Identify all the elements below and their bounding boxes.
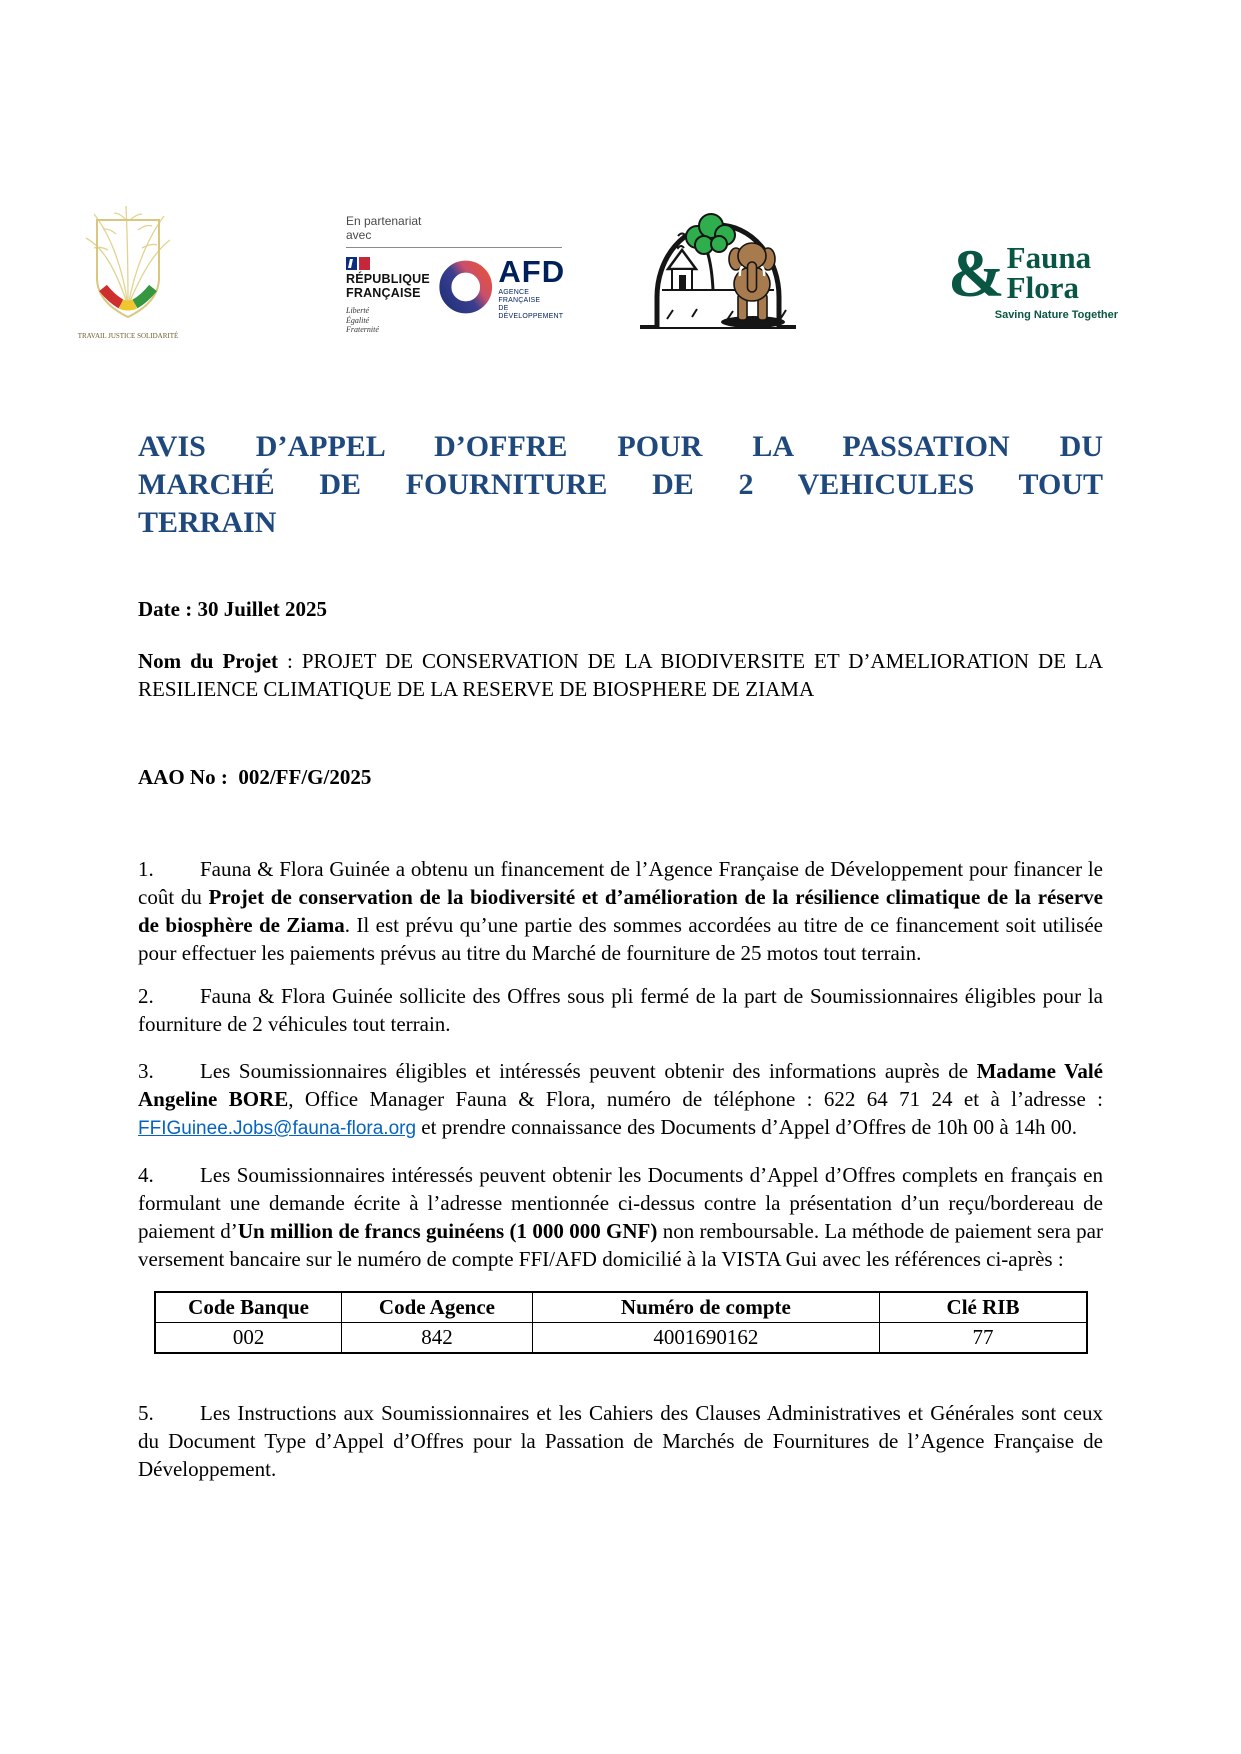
date-line: Date : 30 Juillet 2025 bbox=[138, 597, 327, 621]
paragraph-1-text bbox=[138, 857, 1103, 965]
text-segment: Les Instructions aux Soumissionnaires et les Cahiers des Clauses Administratives et Générales sont ceux du Document Type d’Appel d’Offres pour la Passation de Marchés de Fournitures de l’Agence Française de Développement. bbox=[138, 1401, 1103, 1481]
paragraph-5 bbox=[138, 1399, 1103, 1483]
paragraph-1 bbox=[138, 855, 1103, 967]
text-segment: , Office Manager Fauna & Flora, numéro de téléphone : 622 64 71 24 et à l’adresse : bbox=[288, 1087, 1103, 1111]
text-segment: . Il est prévu qu’une partie des sommes accordées au titre de ce financement soit utilisée pour effectuer les paiements prévus au titre du Marché de fourniture de 25 motos tout terrain. bbox=[138, 913, 1103, 965]
fauna-flora-ampersand: & bbox=[948, 235, 1005, 311]
project-label: Nom du Projet bbox=[138, 649, 279, 673]
partnership-intro-line2: avec bbox=[346, 228, 372, 242]
fauna-flora-word-flora: Flora bbox=[1006, 270, 1079, 305]
partnership-intro-line1: En partenariat bbox=[346, 214, 422, 228]
paragraph-4 bbox=[138, 1161, 1103, 1273]
fauna-flora-word-fauna: Fauna bbox=[1006, 240, 1092, 275]
paragraph-4-number: 4. bbox=[138, 1163, 154, 1187]
aao-number-line: AAO No : 002/FF/G/2025 bbox=[138, 765, 372, 789]
text-segment: Les Soumissionnaires éligibles et intéressés peuvent obtenir des informations auprès de bbox=[200, 1059, 977, 1083]
french-flag-icon bbox=[346, 257, 430, 270]
partnership-divider bbox=[346, 247, 562, 248]
afd-sub-line1: AGENCE FRANÇAISE bbox=[498, 289, 541, 304]
paragraph-5-number: 5. bbox=[138, 1401, 154, 1425]
text-segment: Fauna & Flora Guinée sollicite des Offres sous pli fermé de la part de Soumissionnaires éligibles pour la fourniture de 2 véhicules tout terrain. bbox=[138, 984, 1103, 1036]
paragraph-2 bbox=[138, 982, 1103, 1038]
text-segment: Fauna & Flora Guinée a obtenu un financement de l’Agence Française de Développement pour financer le coût du bbox=[138, 857, 1103, 909]
paragraph-2-text bbox=[138, 984, 1103, 1036]
paragraph-5-text bbox=[138, 1401, 1103, 1481]
bold-text-segment: Un million de francs guinéens (1 000 000 GNF) bbox=[237, 1219, 658, 1243]
cell-code-agence: 842 bbox=[342, 1322, 533, 1353]
republique-francaise-logo bbox=[346, 257, 430, 335]
paragraph-3-number: 3. bbox=[138, 1059, 154, 1083]
table-header-row bbox=[155, 1292, 1087, 1322]
rf-motto-liberte: Liberté bbox=[346, 306, 370, 315]
cell-numero-compte: 4001690162 bbox=[532, 1322, 879, 1353]
project-name-line bbox=[138, 647, 1103, 703]
fauna-flora-tagline: Saving Nature Together bbox=[994, 309, 1118, 321]
title-line-3: TERRAIN bbox=[138, 506, 277, 539]
paragraph-3 bbox=[138, 1057, 1103, 1143]
rf-motto-egalite: Égalité bbox=[346, 315, 370, 325]
cell-cle-rib: 77 bbox=[880, 1322, 1088, 1353]
bold-text-segment: Projet de conservation de la biodiversité et d’amélioration de la résilience climatique de la réserve de biosphère de Ziama bbox=[138, 885, 1103, 937]
text-segment: non remboursable. La méthode de paiement sera par versement bancaire sur le numéro de compte FFI/AFD domicilié à la VISTA Gui avec les références ci-après : bbox=[138, 1219, 1103, 1271]
afd-ring-icon bbox=[438, 257, 493, 317]
header-cle-rib: Clé RIB bbox=[880, 1292, 1088, 1322]
rf-name-line1: RÉPUBLIQUE bbox=[346, 272, 430, 286]
text-segment: et prendre connaissance des Documents d’Appel d’Offres de 10h 00 à 14h 00. bbox=[416, 1115, 1077, 1139]
paragraph-3-text bbox=[138, 1059, 1103, 1139]
cell-code-banque: 002 bbox=[155, 1322, 342, 1353]
table-row bbox=[155, 1322, 1087, 1353]
header-numero-compte: Numéro de compte bbox=[532, 1292, 879, 1322]
partnership-intro bbox=[346, 214, 562, 242]
rf-name-line2: FRANÇAISE bbox=[346, 285, 421, 300]
rf-motto-fraternite: Fraternité bbox=[346, 325, 379, 334]
afd-logo bbox=[438, 254, 570, 321]
paragraph-1-number: 1. bbox=[138, 857, 154, 881]
paragraph-2-number: 2. bbox=[138, 984, 154, 1008]
afd-sub-line2: DE DÉVELOPPEMENT bbox=[498, 305, 564, 320]
email-link[interactable]: FFIGuinee.Jobs@fauna-flora.org bbox=[138, 1118, 417, 1139]
header-code-banque: Code Banque bbox=[155, 1292, 342, 1322]
title-line-1: AVIS D’APPEL D’OFFRE POUR LA PASSATION DU bbox=[138, 430, 1103, 463]
guinea-coat-of-arms-icon bbox=[66, 190, 190, 346]
page-title bbox=[138, 428, 1103, 542]
document-content bbox=[0, 428, 1241, 1483]
project-text: : PROJET DE CONSERVATION DE LA BIODIVERSITE ET D’AMELIORATION DE LA RESILIENCE CLIMATIQUE DE LA RESERVE DE BIOSPHERE DE ZIAMA bbox=[138, 649, 1104, 701]
text-segment: Les Soumissionnaires intéressés peuvent obtenir les Documents d’Appel d’Offres complets en français en formulant une demande écrite à l’adresse mentionnée ci-dessus contre la présentation d’un reçu/bordereau de paiement d’ bbox=[138, 1163, 1103, 1243]
bold-text-segment: Madame Valé Angeline BORE bbox=[138, 1059, 1104, 1111]
ziama-reserve-emblem-icon bbox=[634, 198, 802, 334]
fauna-flora-logo bbox=[948, 235, 1118, 321]
title-line-2: MARCHÉ DE FOURNITURE DE 2 VEHICULES TOUT bbox=[138, 468, 1103, 501]
paragraph-4-text bbox=[138, 1163, 1103, 1271]
guinea-motto: TRAVAIL JUSTICE SOLIDARITÉ bbox=[77, 332, 179, 340]
bank-details-table bbox=[154, 1291, 1088, 1354]
partnership-block bbox=[346, 214, 566, 335]
afd-acronym: AFD bbox=[498, 254, 566, 289]
header-code-agence: Code Agence bbox=[342, 1292, 533, 1322]
